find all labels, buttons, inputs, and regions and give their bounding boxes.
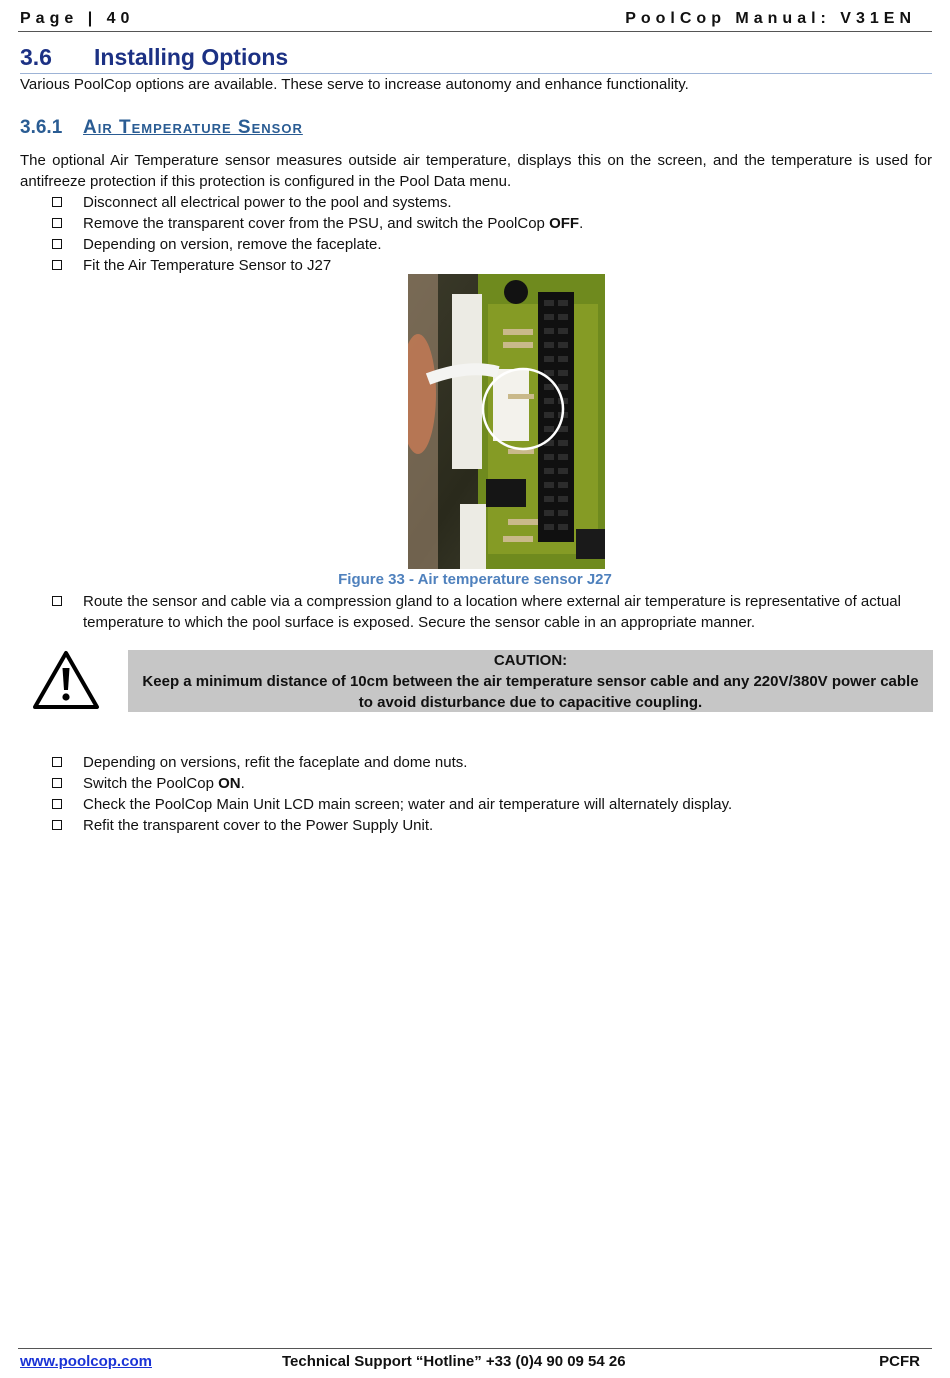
caution-box [128,650,933,712]
figure-caption: Figure 33 - Air temperature sensor J27 [338,571,612,588]
checkbox-icon [52,218,62,228]
step-text: Depending on version, remove the faceplate. [83,236,382,253]
description-paragraph: The optional Air Temperature sensor measures outside air temperature, displays this on the screen, and the temperature is used for antifreeze protection if this protection is configured in the Pool Data menu. [20,152,932,190]
page-footer [20,1353,920,1373]
step-after: . [579,215,584,232]
step-text: Fit the Air Temperature Sensor to J27 [83,257,332,274]
warning-triangle-icon [32,650,100,710]
header-divider [18,31,932,32]
footer-code: PCFR [879,1353,920,1370]
route-step-list [52,591,932,633]
list-item [52,192,932,213]
step-text: Check the PoolCop Main Unit LCD main screen; water and air temperature will alternately display. [83,796,733,813]
page-header [20,10,916,30]
checkbox-icon [52,596,62,606]
circuit-board-photo [408,274,605,569]
footer-divider [18,1348,932,1349]
subsection-heading [20,117,303,139]
section-number: 3.6 [20,44,52,70]
checkbox-icon [52,197,62,207]
list-item [52,255,932,276]
steps-before-list [52,192,932,276]
step-text: Switch the PoolCop [83,775,219,792]
checkbox-icon [52,799,62,809]
step-bold: ON [218,775,241,792]
support-hotline: Technical Support “Hotline” +33 (0)4 90 09 54 26 [282,1353,626,1370]
caution-message: Keep a minimum distance of 10cm between the air temperature sensor cable and any 220V/380V power cable to avoid disturbance due to capacitive coupling. [142,673,919,711]
checkbox-icon [52,239,62,249]
checkbox-icon [52,260,62,270]
step-text: Route the sensor and cable via a compression gland to a location where external air temperature is representative of actual temperature to which the pool surface is exposed. Secure the sensor cable in an appropriate manner. [83,593,901,631]
website-link[interactable]: www.poolcop.com [20,1353,152,1370]
list-item [52,773,932,794]
checkbox-icon [52,778,62,788]
checkbox-icon [52,820,62,830]
steps-after-list [52,752,932,836]
page-number: Page | 40 [20,10,135,27]
checkbox-icon [52,757,62,767]
section-heading [20,44,932,74]
list-item [52,234,932,255]
list-item [52,213,932,234]
caution-title: CAUTION: [493,652,568,669]
step-after: . [240,775,245,792]
list-item [52,794,932,815]
list-item [52,591,932,633]
step-bold: OFF [549,215,580,232]
section-title: Installing Options [94,44,289,70]
step-text: Depending on versions, refit the faceplate and dome nuts. [83,754,468,771]
section-intro: Various PoolCop options are available. These serve to increase autonomy and enhance functionality. [20,76,689,93]
step-text: Disconnect all electrical power to the pool and systems. [83,194,452,211]
subsection-title: Air Temperature Sensor [83,117,303,138]
step-text: Refit the transparent cover to the Power Supply Unit. [83,817,434,834]
step-text: Remove the transparent cover from the PSU, and switch the PoolCop [83,215,550,232]
list-item [52,752,932,773]
manual-title: PoolCop Manual: V31EN [625,10,916,27]
subsection-number: 3.6.1 [20,117,63,138]
list-item [52,815,932,836]
